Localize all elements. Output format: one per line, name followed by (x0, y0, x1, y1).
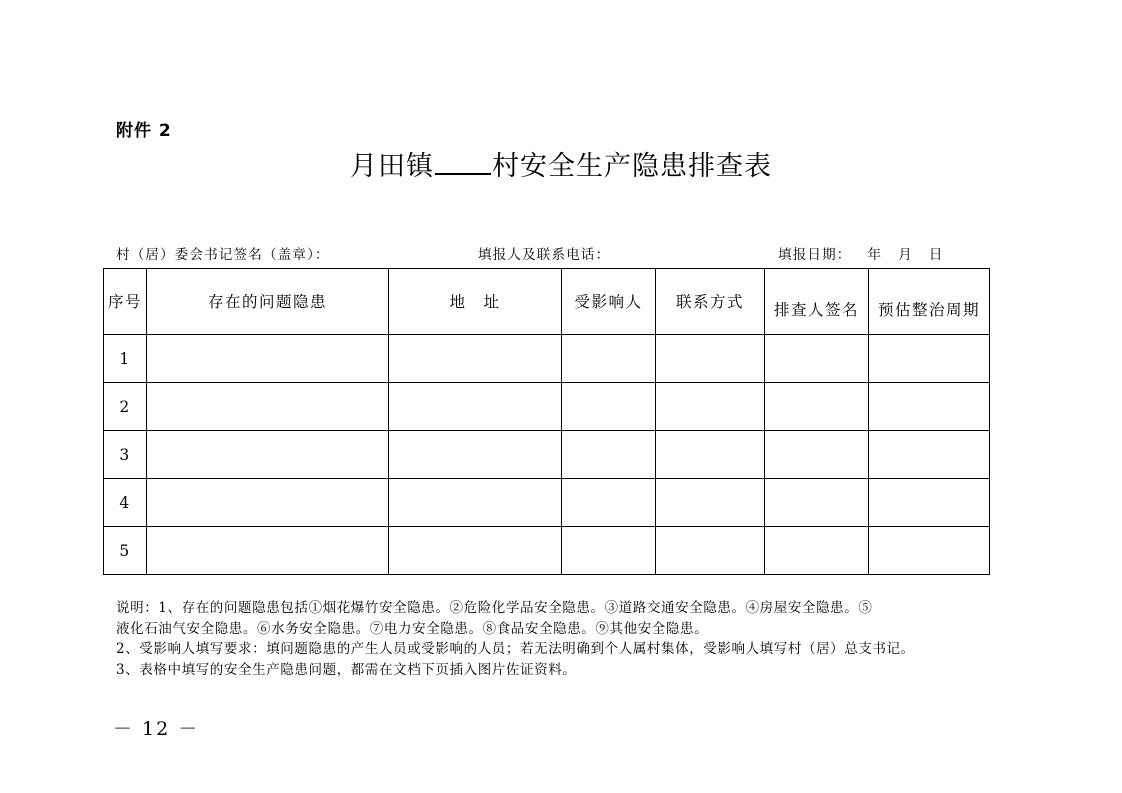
header-affected-person: 受影响人 (562, 269, 656, 335)
hazard-cell[interactable] (147, 383, 389, 431)
row-number: 3 (104, 431, 147, 479)
inspector-signature-cell[interactable] (765, 479, 869, 527)
instructions-notes (116, 598, 915, 680)
contact-cell[interactable] (656, 335, 765, 383)
rectification-period-cell[interactable] (869, 527, 990, 575)
affected-person-cell[interactable] (562, 527, 656, 575)
title-prefix: 月田镇 (350, 151, 434, 182)
affected-person-cell[interactable] (562, 335, 656, 383)
affected-person-cell[interactable] (562, 383, 656, 431)
table-header-row (104, 269, 990, 335)
page-title (0, 144, 1122, 183)
table-row (104, 383, 990, 431)
affected-person-cell[interactable] (562, 431, 656, 479)
affected-person-cell[interactable] (562, 479, 656, 527)
inspector-signature-cell[interactable] (765, 383, 869, 431)
note-line: 3、表格中填写的安全生产隐患问题，都需在文档下页插入图片佐证资料。 (116, 661, 577, 678)
header-existing-hazard: 存在的问题隐患 (147, 269, 389, 335)
contact-cell[interactable] (656, 479, 765, 527)
page-number: － 12 － (113, 718, 200, 740)
rectification-period-cell[interactable] (869, 479, 990, 527)
report-date-label: 填报日期： (778, 247, 852, 263)
address-cell[interactable] (389, 383, 562, 431)
header-address: 地 址 (389, 269, 562, 335)
title-suffix: 村安全生产隐患排查表 (492, 151, 772, 182)
header-inspector-signature: 排查人签名 (765, 269, 869, 335)
address-cell[interactable] (389, 431, 562, 479)
note-line: 2、受影响人填写要求：填问题隐患的产生人员或受影响的人员；若无法明确到个人属村集体，受影响人填写村（居）总支书记。 (116, 641, 915, 658)
contact-cell[interactable] (656, 431, 765, 479)
address-cell[interactable] (389, 527, 562, 575)
title-village-blank (435, 147, 491, 175)
inspector-signature-cell[interactable] (765, 335, 869, 383)
inspector-signature-cell[interactable] (765, 527, 869, 575)
contact-cell[interactable] (656, 383, 765, 431)
year-label: 年 (867, 247, 883, 263)
day-label: 日 (928, 247, 944, 263)
table-row (104, 479, 990, 527)
row-number: 2 (104, 383, 147, 431)
address-cell[interactable] (389, 335, 562, 383)
reporter-contact-label: 填报人及联系电话： (478, 247, 611, 263)
table-row (104, 527, 990, 575)
note-line: 说明：1、存在的问题隐患包括①烟花爆竹安全隐患。②危险化学品安全隐患。③道路交通安全隐患。④房屋安全隐患。⑤ (116, 600, 873, 616)
address-cell[interactable] (389, 479, 562, 527)
header-serial-number: 序号 (104, 269, 147, 335)
hazard-cell[interactable] (147, 431, 389, 479)
secretary-signature-label: 村（居）委会书记签名（盖章）： (116, 247, 330, 263)
hazard-cell[interactable] (147, 335, 389, 383)
hazard-cell[interactable] (147, 527, 389, 575)
rectification-period-cell[interactable] (869, 383, 990, 431)
hazard-cell[interactable] (147, 479, 389, 527)
table-row (104, 335, 990, 383)
header-contact-method: 联系方式 (656, 269, 765, 335)
row-number: 5 (104, 527, 147, 575)
attachment-label: 附件 2 (116, 121, 172, 141)
rectification-period-cell[interactable] (869, 335, 990, 383)
note-line: 液化石油气安全隐患。⑥水务安全隐患。⑦电力安全隐患。⑧食品安全隐患。⑨其他安全隐患。 (116, 620, 709, 637)
month-label: 月 (898, 247, 913, 263)
table-row (104, 431, 990, 479)
row-number: 4 (104, 479, 147, 527)
report-date-field (778, 243, 944, 263)
header-estimated-rectification-period: 预估整治周期 (869, 269, 990, 335)
contact-cell[interactable] (656, 527, 765, 575)
hazard-inspection-table (103, 268, 990, 575)
row-number: 1 (104, 335, 147, 383)
rectification-period-cell[interactable] (869, 431, 990, 479)
inspector-signature-cell[interactable] (765, 431, 869, 479)
